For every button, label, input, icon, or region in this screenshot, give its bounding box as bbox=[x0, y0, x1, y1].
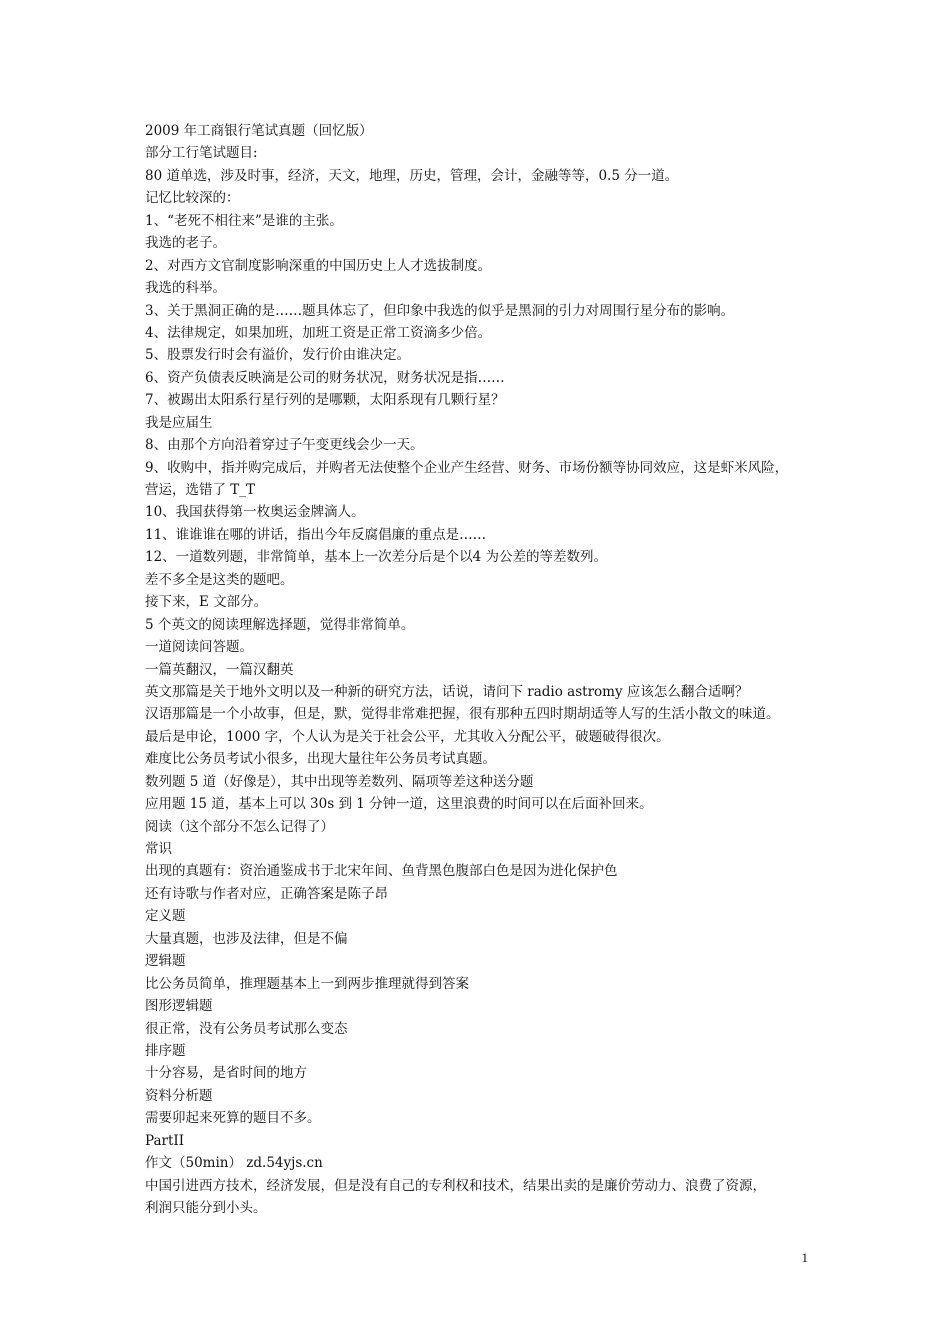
text-line: 9、收购中，指并购完成后，并购者无法使整个企业产生经营、财务、市场份额等协同效应，这是虾米风险， bbox=[145, 459, 789, 476]
text-line: 作文（50min） zd.54yjs.cn bbox=[145, 1155, 323, 1172]
text-line: 3、关于黑洞正确的是……题具体忘了，但印象中我选的似乎是黑洞的引力对周围行星分布的影响。 bbox=[145, 302, 735, 319]
text-line: 十分容易，是省时间的地方 bbox=[145, 1065, 307, 1082]
text-line: 我是应届生 bbox=[145, 414, 213, 431]
text-line: 常识 bbox=[145, 841, 172, 857]
text-line: 最后是申论，1000 字，个人认为是关于社会公平，尤其收入分配公平，破题破得很次。 bbox=[145, 728, 670, 745]
text-line: 定义题 bbox=[145, 908, 186, 925]
text-line: 营运，选错了 T_T bbox=[145, 482, 256, 498]
text-line: 7、被踢出太阳系行星行列的是哪颗，太阳系现有几颗行星？ bbox=[145, 392, 505, 409]
text-line: 中国引进西方技术，经济发展，但是没有自己的专利权和技术，结果出卖的是廉价劳动力、浪费了资源， bbox=[145, 1177, 766, 1194]
text-line: 部分工行笔试题目: bbox=[145, 145, 258, 162]
text-line: 我选的老子。 bbox=[145, 235, 226, 252]
text-line: PartII bbox=[145, 1132, 185, 1149]
text-line: 5、股票发行时会有溢价，发行价由谁决定。 bbox=[145, 347, 411, 364]
text-line: 汉语那篇是一个小故事，但是，默，觉得非常难把握，很有那种五四时期胡适等人写的生活小散文的味道。 bbox=[145, 706, 780, 723]
text-line: 出现的真题有：资治通鉴成书于北宋年间、鱼背黑色腹部白色是因为进化保护色 bbox=[145, 863, 618, 880]
text-line: 接下来，E 文部分。 bbox=[145, 594, 268, 611]
text-line: 一道阅读问答题。 bbox=[145, 639, 253, 656]
text-line: 应用题 15 道，基本上可以 30s 到 1 分钟一道，这里浪费的时间可以在后面补回来。 bbox=[145, 796, 653, 813]
text-line: 一篇英翻汉，一篇汉翻英 bbox=[145, 661, 294, 678]
text-line: 12、一道数列题，非常简单，基本上一次差分后是个以4 为公差的等差数列。 bbox=[145, 549, 608, 566]
text-line: 1、“老死不相往来”是谁的主张。 bbox=[145, 212, 343, 229]
text-line: 阅读（这个部分不怎么记得了） bbox=[145, 818, 334, 835]
text-line: 英文那篇是关于地外文明以及一种新的研究方法，话说，请问下 radio astromy 应该怎么翻合适啊？ bbox=[145, 683, 749, 700]
text-line: 8、由那个方向沿着穿过子午变更线会少一天。 bbox=[145, 437, 424, 454]
text-line: 10、我国获得第一枚奥运金牌滴人。 bbox=[145, 504, 365, 521]
text-line: 5 个英文的阅读理解选择题，觉得非常简单。 bbox=[145, 616, 415, 633]
document-body bbox=[145, 120, 815, 1219]
text-line: 需要卯起来死算的题目不多。 bbox=[145, 1110, 321, 1127]
text-line: 2009 年工商银行笔试真题（回忆版） bbox=[145, 123, 373, 139]
text-line: 记忆比较深的： bbox=[145, 190, 240, 207]
text-line: 比公务员简单，推理题基本上一到两步推理就得到答案 bbox=[145, 975, 469, 992]
text-line: 6、资产负债表反映滴是公司的财务状况，财务状况是指…… bbox=[145, 369, 505, 386]
text-line: 利润只能分到小头。 bbox=[145, 1200, 267, 1216]
text-line: 4、法律规定，如果加班，加班工资是正常工资滴多少倍。 bbox=[145, 324, 492, 341]
text-line: 排序题 bbox=[145, 1042, 186, 1059]
text-line: 大量真题，也涉及法律，但是不偏 bbox=[145, 930, 348, 947]
text-line: 图形逻辑题 bbox=[145, 998, 213, 1015]
text-line: 还有诗歌与作者对应，正确答案是陈子昂 bbox=[145, 885, 388, 902]
text-line: 难度比公务员考试小很多，出现大量往年公务员考试真题。 bbox=[145, 751, 496, 768]
text-line: 数列题 5 道（好像是），其中出现等差数列、隔项等差这种送分题 bbox=[145, 773, 534, 790]
text-line: 逻辑题 bbox=[145, 953, 186, 970]
text-line: 资料分析题 bbox=[145, 1087, 213, 1104]
text-line: 80 道单选，涉及时事，经济，天文，地理，历史，管理，会计，金融等等，0.5 分一道。 bbox=[145, 167, 679, 184]
text-line: 2、对西方文官制度影响深重的中国历史上人才选拔制度。 bbox=[145, 257, 492, 274]
page-number: 1 bbox=[801, 1250, 808, 1265]
text-line: 很正常，没有公务员考试那么变态 bbox=[145, 1020, 348, 1037]
text-line: 11、谁谁谁在哪的讲话，指出今年反腐倡廉的重点是…… bbox=[145, 526, 487, 543]
text-line: 差不多全是这类的题吧。 bbox=[145, 571, 294, 588]
text-line: 我选的科举。 bbox=[145, 280, 226, 297]
